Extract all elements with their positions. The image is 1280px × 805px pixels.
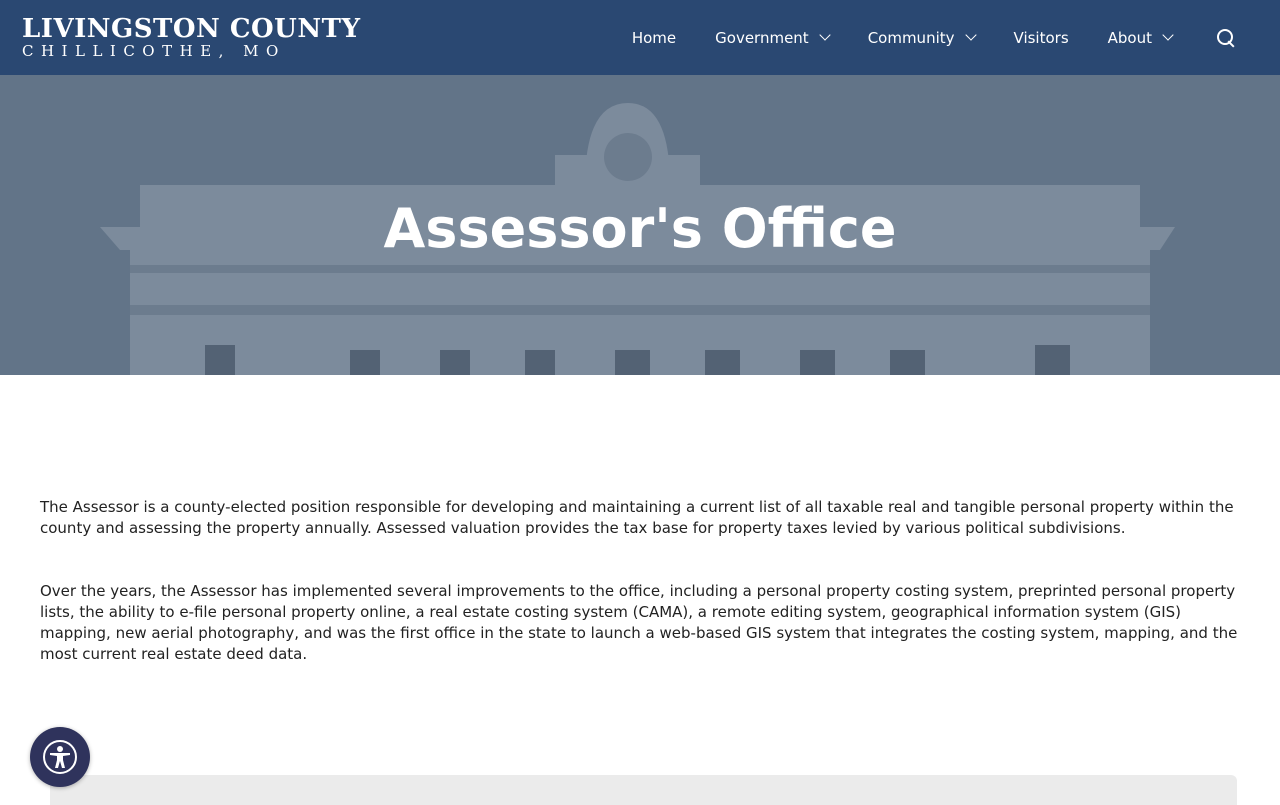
accessibility-icon — [43, 740, 77, 774]
chevron-down-icon — [965, 29, 976, 40]
nav-label: Community — [867, 28, 955, 47]
chevron-down-icon — [1162, 29, 1173, 40]
paragraph: The Assessor is a county-elected position responsible for developing and maintaining a current list of all taxable real and tangible personal property within the county and assessing the property annually. Assessed valuation provides the tax base for property taxes levied by various political subdivisions. — [40, 498, 1234, 537]
hero-banner — [0, 75, 1280, 375]
chevron-down-icon — [819, 29, 830, 40]
site-header — [0, 0, 1280, 75]
paragraph: Over the years, the Assessor has implemented several improvements to the office, including a personal property costing system, preprinted personal property lists, the ability to e-file personal property online, a real estate costing system (CAMA), a remote editing system, geographical information system (GIS) mapping, new aerial photography, and was the first office in the state to launch a web-based GIS system that integrates the costing system, mapping, and the most current real estate deed data. — [40, 582, 1238, 663]
nav-label: Home — [631, 28, 677, 47]
nav-home[interactable] — [632, 29, 676, 47]
logo-subtitle: CHILLICOTHE, MO — [22, 41, 286, 60]
main-nav — [593, 28, 1236, 48]
logo[interactable] — [22, 13, 361, 60]
nav-label: Visitors — [1013, 28, 1069, 47]
accessibility-button[interactable] — [30, 727, 90, 787]
nav-government[interactable] — [715, 29, 829, 47]
nav-visitors[interactable] — [1014, 29, 1069, 47]
content-panel — [50, 775, 1237, 805]
main-content — [0, 375, 1280, 665]
nav-label: About — [1107, 28, 1152, 47]
page-title: Assessor's Office — [383, 197, 897, 260]
logo-title: LIVINGSTON COUNTY — [22, 13, 361, 44]
nav-community[interactable] — [868, 29, 975, 47]
nav-about[interactable] — [1108, 29, 1172, 47]
nav-label: Government — [715, 28, 809, 47]
search-icon[interactable] — [1216, 28, 1236, 48]
